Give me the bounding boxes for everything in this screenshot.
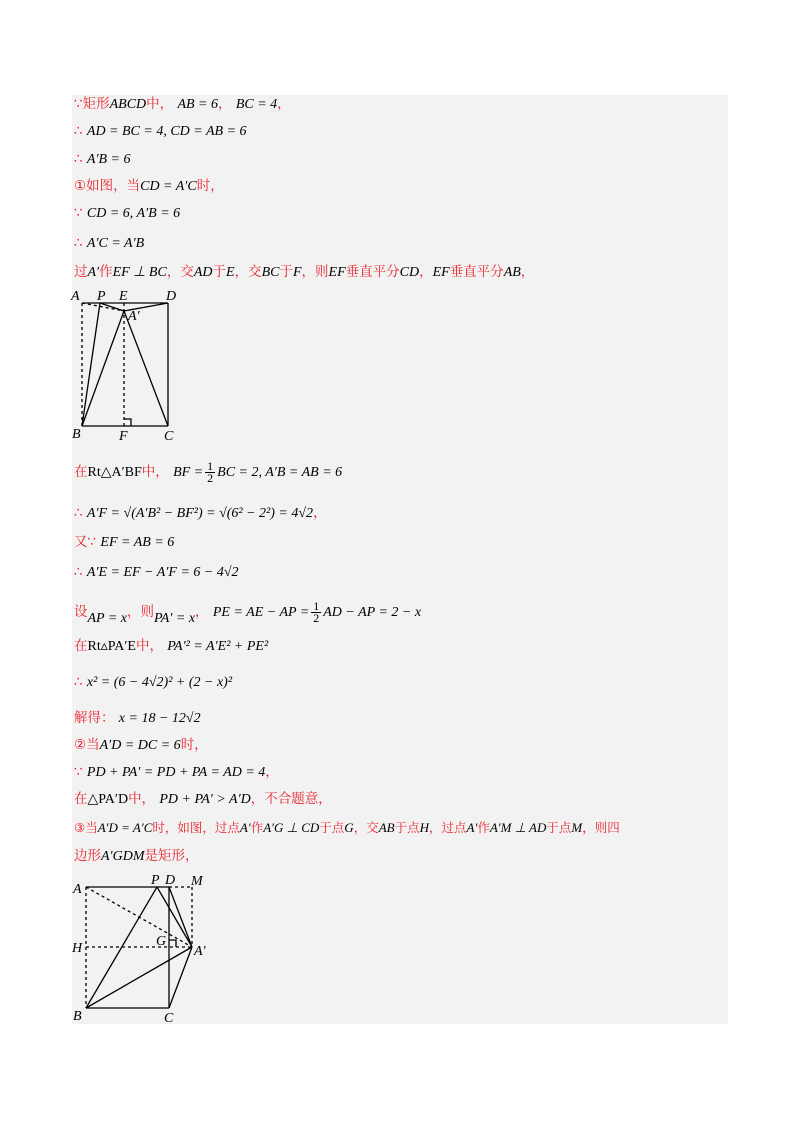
fig2-label-D: D bbox=[165, 873, 176, 888]
line-2: ∴ AD = BC = 4, CD = AB = 6 bbox=[74, 123, 247, 139]
fig2-label-M: M bbox=[191, 874, 203, 889]
fig1-label-D: D bbox=[166, 289, 177, 304]
line-8: 在Rt△A′BF中， BF = $\frac{1}{2}$ BC = 2, A′B = AB = 6 bbox=[74, 459, 343, 485]
line-18: 在△PA′D中， PD + PA′ > A′D，不合题意， bbox=[74, 791, 332, 807]
fig1-label-A-prime: A′ bbox=[128, 309, 140, 324]
fraction-half: $\frac{1}{2}$ bbox=[313, 599, 320, 625]
figure-2 bbox=[68, 868, 218, 1028]
line-3: ∴ A′B = 6 bbox=[74, 151, 131, 167]
fig1-label-F: F bbox=[119, 429, 128, 444]
line-17: ∵ PD + PA′ = PD + PA = AD = 4， bbox=[74, 764, 279, 780]
line-14: ∴ x² = (6 − 4√2)² + (2 − x)² bbox=[74, 674, 233, 690]
line-5: ∵ CD = 6, A′B = 6 bbox=[74, 205, 181, 221]
fig1-label-A: A bbox=[71, 289, 80, 304]
fig1-label-C: C bbox=[164, 429, 174, 444]
fig2-label-G: G bbox=[156, 934, 167, 949]
line-13: 在Rt▵PA′E中， PA′² = A′E² + PE² bbox=[74, 638, 269, 654]
line-1: ∵矩形ABCD中， AB = 6， BC = 4， bbox=[74, 96, 291, 112]
fig2-label-P: P bbox=[151, 873, 160, 888]
fig2-label-B: B bbox=[73, 1009, 82, 1024]
line-7: 过A′作EF ⊥ BC，交AD于E，交BC于F，则EF垂直平分CD，EF垂直平分AB， bbox=[74, 264, 535, 280]
line-11: ∴ A′E = EF − A′F = 6 − 4√2 bbox=[74, 564, 239, 580]
figure-1 bbox=[68, 284, 188, 444]
line-19: ③当A′D = A′C时，如图，过点A′作A′G ⊥ CD于点G，交AB于点H，过点A′作A′M ⊥ AD于点M，则四 bbox=[74, 820, 620, 835]
line-9: ∴ A′F = √(A′B² − BF²) = √(6² − 2²) = 4√2， bbox=[74, 505, 327, 521]
line-15: 解得： x = 18 − 12√2 bbox=[74, 710, 201, 726]
fig1-label-P: P bbox=[97, 289, 106, 304]
fig2-label-H: H bbox=[72, 941, 83, 956]
line-16: ②当A′D = DC = 6时， bbox=[74, 737, 208, 753]
line-10: 又∵ EF = AB = 6 bbox=[74, 534, 175, 550]
line-4: ①如图，当CD = A′C时， bbox=[74, 178, 224, 194]
fig1-label-B: B bbox=[72, 427, 81, 442]
fraction-half: $\frac{1}{2}$ bbox=[207, 459, 214, 485]
line-12: 设AP = x，则PA′ = x， PE = AE − AP = $\frac{1}{2}$ AD − AP = 2 − x bbox=[74, 599, 422, 626]
fig2-label-A-prime: A′ bbox=[194, 944, 206, 959]
line-20: 边形A′GDM是矩形， bbox=[74, 848, 199, 864]
fig1-label-E: E bbox=[119, 289, 128, 304]
fig2-label-A: A bbox=[73, 882, 82, 897]
line-6: ∴ A′C = A′B bbox=[74, 235, 145, 251]
fig2-label-C: C bbox=[164, 1011, 174, 1026]
